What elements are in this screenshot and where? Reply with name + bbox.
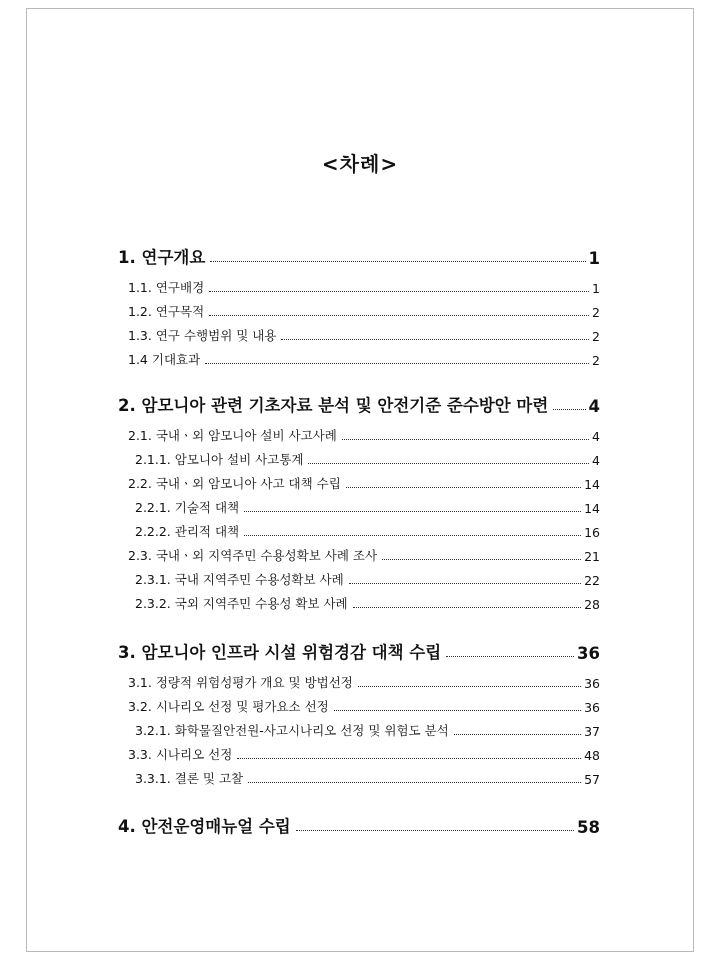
dot-leader <box>248 782 581 783</box>
toc-entry-page: 14 <box>584 477 600 492</box>
toc-entry-title: 국내ㆍ외 암모니아 사고 대책 수립 <box>155 476 341 491</box>
toc-entry-title: 기대효과 <box>151 352 201 367</box>
dot-leader <box>553 409 585 410</box>
toc-entry-number: 3.2. <box>128 699 152 714</box>
toc-entry-label <box>128 673 355 691</box>
toc-entry-page: 36 <box>584 700 600 715</box>
toc-entry-title: 연구목적 <box>155 304 205 319</box>
toc-subsection[interactable] <box>135 594 600 612</box>
toc-entry-title: 연구 수행범위 및 내용 <box>155 328 277 343</box>
toc-entry-title: 국내ㆍ외 암모니아 설비 사고사례 <box>155 428 337 443</box>
toc-entry-label <box>135 594 350 612</box>
toc-entry-title: 국내ㆍ외 지역주민 수용성확보 사례 조사 <box>155 548 378 563</box>
toc-subsection[interactable] <box>128 745 600 763</box>
dot-leader <box>446 656 574 657</box>
dot-leader <box>358 686 581 687</box>
toc-entry-number: 1.4 <box>128 352 148 367</box>
toc-subsection[interactable] <box>135 522 600 540</box>
dot-leader <box>237 758 581 759</box>
toc-entry-number: 3.3. <box>128 747 152 762</box>
toc-entry-label <box>135 498 241 516</box>
dot-leader <box>209 315 589 316</box>
toc-entry-label <box>118 813 293 837</box>
toc-entry-page: 36 <box>584 676 600 691</box>
toc-entry-page: 37 <box>584 724 600 739</box>
dot-leader <box>244 535 581 536</box>
toc-entry-page: 4 <box>592 429 600 444</box>
toc-entry-title: 연구개요 <box>141 248 206 267</box>
toc-entry-title: 암모니아 관련 기초자료 분석 및 안전기준 준수방안 마련 <box>141 396 549 415</box>
toc-entry-number: 2.3.2. <box>135 596 171 611</box>
toc-entry-number: 2.3.1. <box>135 572 171 587</box>
toc-entry-number: 2.1. <box>128 428 152 443</box>
toc-entry-title: 국내 지역주민 수용성확보 사례 <box>174 572 344 587</box>
toc-entry-page: 4 <box>592 453 600 468</box>
toc-section-4[interactable] <box>118 815 600 837</box>
toc-entry-label <box>135 721 451 739</box>
toc-entry-number: 2.3. <box>128 548 152 563</box>
toc-entry-number: 4. <box>118 817 136 836</box>
toc-entry-title: 연구배경 <box>155 280 205 295</box>
toc-entry-label <box>128 697 331 715</box>
toc-entry-page: 57 <box>584 772 600 787</box>
toc-entry-number: 1. <box>118 248 136 267</box>
toc-entry-number: 1.2. <box>128 304 152 319</box>
toc-entry-title: 국외 지역주민 수용성 확보 사례 <box>174 596 348 611</box>
toc-subsection[interactable] <box>135 450 600 468</box>
toc-entry-number: 2. <box>118 396 136 415</box>
toc-entry-page: 36 <box>577 644 600 663</box>
toc-entry-page: 16 <box>584 525 600 540</box>
toc-entry-label <box>128 326 278 344</box>
toc-section-2[interactable] <box>118 394 600 416</box>
dot-leader <box>382 559 581 560</box>
toc-entry-title: 암모니아 설비 사고통계 <box>174 452 304 467</box>
toc-entry-title: 기술적 대책 <box>174 500 240 515</box>
toc-subsection[interactable] <box>128 426 600 444</box>
toc-entry-number: 2.2.1. <box>135 500 171 515</box>
toc-entry-page: 48 <box>584 748 600 763</box>
toc-entry-number: 3.2.1. <box>135 723 171 738</box>
toc-entry-page: 2 <box>592 353 600 368</box>
toc-entry-label <box>128 426 339 444</box>
toc-entry-label <box>128 745 234 763</box>
toc-entry-page: 2 <box>592 329 600 344</box>
toc-entry-number: 3.1. <box>128 675 152 690</box>
toc-entry-page: 1 <box>588 249 600 268</box>
toc-entry-title: 관리적 대책 <box>174 524 240 539</box>
toc-entry-number: 1.1. <box>128 280 152 295</box>
toc-entry-label <box>128 474 343 492</box>
toc-entry-number: 1.3. <box>128 328 152 343</box>
toc-entry-title: 암모니아 인프라 시설 위험경감 대책 수립 <box>141 643 442 662</box>
toc-subsection[interactable] <box>128 697 600 715</box>
dot-leader <box>296 830 574 831</box>
toc-entry-label <box>128 546 379 564</box>
toc-entry-label <box>128 350 202 368</box>
toc-subsection[interactable] <box>128 546 600 564</box>
toc-subsection[interactable] <box>128 302 600 320</box>
toc-title: <차례> <box>321 152 399 176</box>
toc-entry-label <box>118 392 550 416</box>
dot-leader <box>205 363 589 364</box>
toc-entry-number: 3.3.1. <box>135 771 171 786</box>
dot-leader <box>281 339 589 340</box>
toc-entry-label <box>135 522 241 540</box>
toc-subsection[interactable] <box>135 769 600 787</box>
dot-leader <box>334 710 581 711</box>
toc-section-1[interactable] <box>118 246 600 268</box>
toc-entry-page: 21 <box>584 549 600 564</box>
toc-entry-title: 시나리오 선정 및 평가요소 선정 <box>155 699 329 714</box>
dot-leader <box>209 291 589 292</box>
dot-leader <box>346 487 581 488</box>
toc-entry-label <box>128 302 206 320</box>
toc-entry-page: 22 <box>584 573 600 588</box>
toc-entry-label <box>135 450 305 468</box>
toc-entry-page: 28 <box>584 597 600 612</box>
toc-entry-title: 시나리오 선정 <box>155 747 233 762</box>
dot-leader <box>342 439 589 440</box>
dot-leader <box>353 607 581 608</box>
toc-subsection[interactable] <box>128 278 600 296</box>
toc-entry-number: 2.2.2. <box>135 524 171 539</box>
toc-entry-title: 화학물질안전원-사고시나리오 선정 및 위험도 분석 <box>174 723 449 738</box>
toc-entry-number: 2.1.1. <box>135 452 171 467</box>
dot-leader <box>308 463 589 464</box>
toc-entry-page: 14 <box>584 501 600 516</box>
toc-subsection[interactable] <box>128 350 600 368</box>
toc-subsection[interactable] <box>128 326 600 344</box>
toc-entry-label <box>118 639 443 663</box>
toc-entry-title: 정량적 위험성평가 개요 및 방법선정 <box>155 675 353 690</box>
toc-entry-page: 4 <box>588 397 600 416</box>
toc-entry-label <box>118 244 207 268</box>
dot-leader <box>454 734 581 735</box>
toc-entry-number: 3. <box>118 643 136 662</box>
toc-entry-label <box>128 278 206 296</box>
dot-leader <box>349 583 581 584</box>
toc-entry-title: 결론 및 고찰 <box>174 771 244 786</box>
dot-leader <box>210 261 585 262</box>
toc-entry-title: 안전운영매뉴얼 수립 <box>141 817 291 836</box>
toc-entry-page: 1 <box>592 281 600 296</box>
toc-subsection[interactable] <box>128 474 600 492</box>
toc-subsection[interactable] <box>135 721 600 739</box>
toc-subsection[interactable] <box>135 570 600 588</box>
toc-entry-page: 58 <box>577 818 600 837</box>
toc-subsection[interactable] <box>128 673 600 691</box>
toc-entry-label <box>135 769 245 787</box>
toc-entry-label <box>135 570 346 588</box>
toc-entry-page: 2 <box>592 305 600 320</box>
toc-subsection[interactable] <box>135 498 600 516</box>
toc-entry-number: 2.2. <box>128 476 152 491</box>
toc-section-3[interactable] <box>118 641 600 663</box>
dot-leader <box>244 511 581 512</box>
